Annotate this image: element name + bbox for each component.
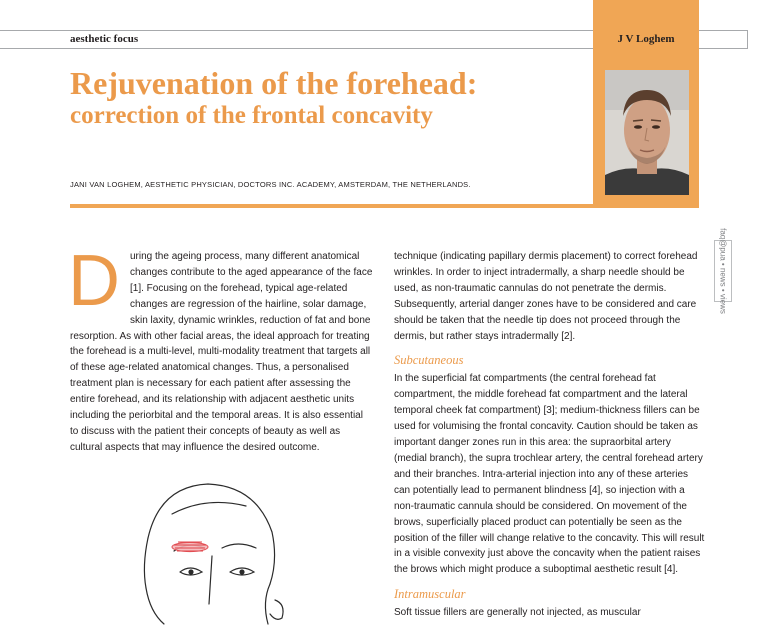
subheading-intramuscular: Intramuscular: [394, 587, 466, 602]
forehead-illustration: [130, 476, 290, 632]
section-label: aesthetic focus: [70, 33, 139, 45]
drop-cap: D: [68, 241, 120, 321]
byline: JANI VAN LOGHEM, AESTHETIC PHYSICIAN, DOCTORS INC. ACADEMY, AMSTERDAM, THE NETHERLANDS.: [70, 180, 471, 189]
article-subtitle: correction of the frontal concavity: [70, 102, 433, 129]
intro-paragraph: uring the ageing process, many different anatomical changes contribute to the aged appearance of the face [1]. Focusing on the forehead, typical age-related changes are regression of the hairline, solar damage, skin laxity, dynamic wrinkles, reduction of fat and bone resorption. As with other facial areas, the ideal approach for treating the forehead is a multi-level, multi-modality treatment that targets all of these age-related anatomical changes. Thus, a personalised treatment plan is necessary for each patient after assessing the entire forehead, and its relationship with adjacent aesthetic units including the periorbital and the temporal areas. It is also essential to discuss with the patient their concepts of beauty as well as cultural aspects that may influence the desired outcome.: [70, 251, 373, 453]
right-column: [394, 249, 706, 621]
author-photo: [605, 70, 689, 195]
body-paragraph: technique (indicating papillary dermis placement) to correct forehead wrinkles. In order to inject intradermally, a sharp needle should be used, as non-traumatic cannulas do not penetrate the dermis. Subsequently, arterial danger zones have to be considered and care should be taken that the needle tip does not proceed through the dermis, but rather stays intradermally [2].: [394, 251, 698, 342]
body-paragraph: In the superficial fat compartments (the central forehead fat compartment, the middle forehead fat compartment and the lateral temporal cheek fat compartment) [3]; medium-thickness fillers can be used for volumising the frontal concavity. Caution should be taken as important danger zones run in this area: the supraorbital artery (medial branch), the supra trochlear artery, the central forehead artery and their branches. Intra-arterial injection into any of these arteries can potentially lead to permanent blindness [4], so injection with a non-traumatic cannula should be considered. On movement of the brows, superficially placed product can potentially be seen as the position of the filler will change relative to the concavity. This will result in a visible convexity just above the concavity when the patient raises the brows which might produce a suboptimal aesthetic result [4].: [394, 373, 705, 576]
side-tab-label: faq@pua • news • views: [718, 228, 728, 314]
author-tag: J V Loghem: [617, 33, 675, 45]
left-column: [68, 241, 374, 456]
divider-thick: [70, 205, 699, 208]
body-paragraph: Soft tissue fillers are generally not injected, as muscular: [394, 607, 641, 619]
subheading-subcutaneous: Subcutaneous: [394, 353, 464, 368]
article-title: Rejuvenation of the forehead:: [70, 65, 478, 101]
